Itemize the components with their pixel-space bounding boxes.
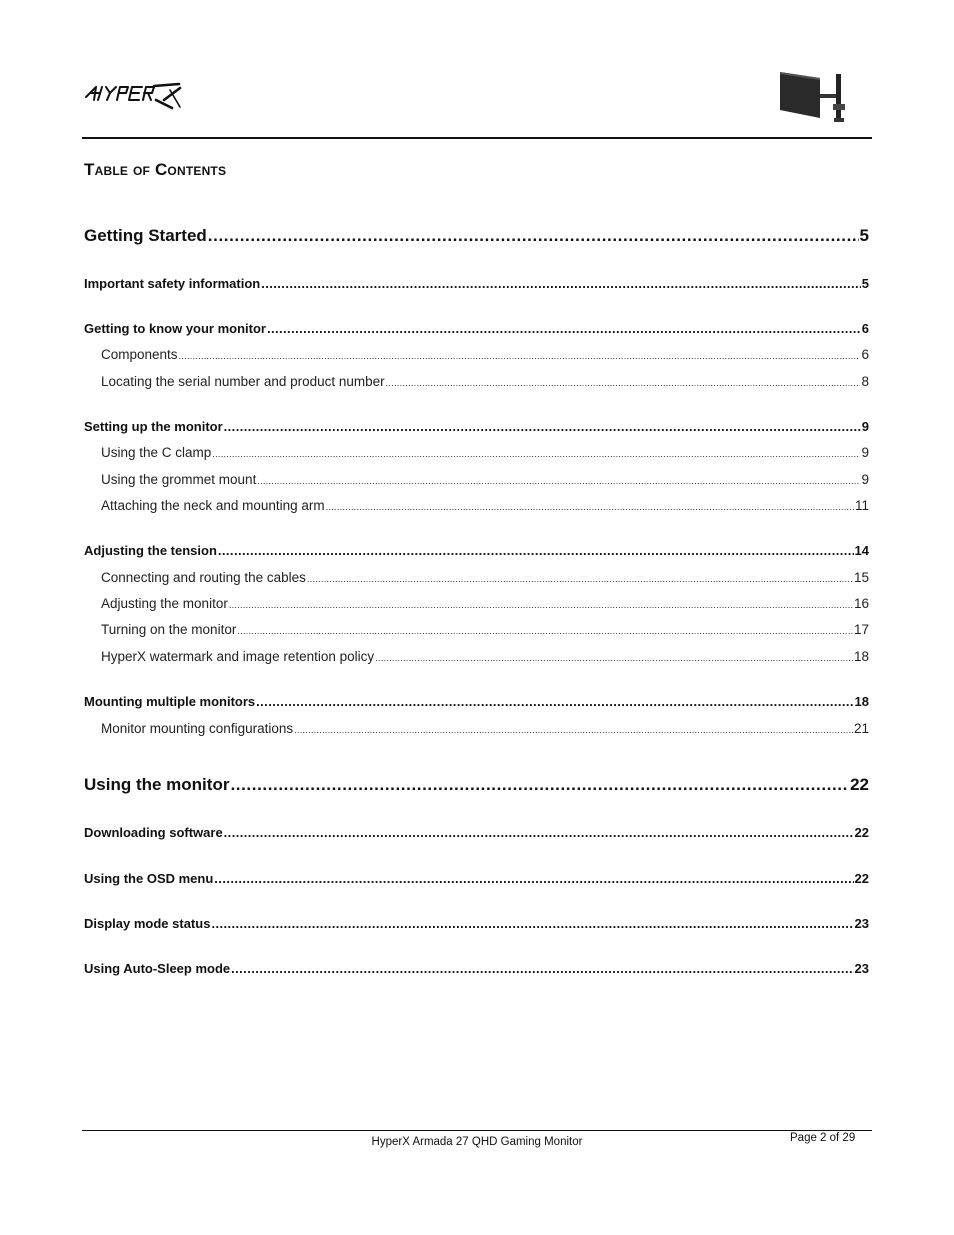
monitor-arm-illustration — [778, 70, 852, 124]
toc-subsection-row[interactable] — [84, 721, 869, 736]
toc-entry-label: Monitor mounting configurations — [101, 721, 294, 736]
toc-entry-page: 18 — [853, 649, 869, 664]
toc-leader-dots — [375, 653, 853, 663]
toc-entry-page: 5 — [859, 226, 869, 245]
toc-entry-label: Using the grommet mount — [101, 472, 257, 487]
toc-entry-page: 9 — [861, 419, 869, 434]
toc-leader-dots — [261, 276, 861, 291]
toc-subsection-row[interactable] — [84, 596, 869, 611]
toc-chapter-row[interactable] — [84, 775, 869, 795]
toc-leader-dots — [212, 449, 860, 459]
toc-leader-dots — [257, 476, 860, 486]
toc-section-row[interactable] — [84, 825, 869, 840]
toc-section-row[interactable] — [84, 276, 869, 291]
toc-section-row[interactable] — [84, 871, 869, 886]
toc-leader-dots — [256, 694, 853, 709]
toc-section-row[interactable] — [84, 916, 869, 931]
toc-entry-label: Using the C clamp — [101, 445, 212, 460]
toc-leader-dots — [211, 916, 853, 931]
toc-subsection-row[interactable] — [84, 347, 869, 362]
toc-leader-dots — [267, 321, 861, 336]
footer-page-number: Page 2 of 29 — [790, 1132, 856, 1144]
toc-entry-page: 18 — [854, 694, 869, 709]
toc-entry-page: 21 — [853, 721, 869, 736]
footer-rule — [82, 1130, 872, 1131]
toc-entry-page: 9 — [861, 445, 869, 460]
toc-entry-page: 6 — [861, 321, 869, 336]
toc-entry-label: Using the OSD menu — [84, 871, 214, 886]
toc-chapter-row[interactable] — [84, 226, 869, 246]
toc-section-row[interactable] — [84, 321, 869, 336]
toc-entry-label: Locating the serial number and product number — [101, 374, 385, 389]
toc-subsection-row[interactable] — [84, 445, 869, 460]
header-rule — [82, 137, 872, 139]
toc-entry-page: 9 — [861, 472, 869, 487]
toc-entry-page: 5 — [861, 276, 869, 291]
toc-entry-label: Getting to know your monitor — [84, 321, 266, 336]
toc-entry-page: 22 — [854, 825, 869, 840]
toc-entry-label: Using Auto-Sleep mode — [84, 961, 231, 976]
toc-entry-page: 16 — [853, 596, 869, 611]
toc-subsection-row[interactable] — [84, 472, 869, 487]
toc-leader-dots — [229, 600, 853, 610]
toc-leader-dots — [179, 351, 861, 361]
toc-entry-label: Using the monitor — [84, 775, 230, 794]
toc-section-row[interactable] — [84, 543, 869, 558]
toc-leader-dots — [231, 961, 853, 976]
toc-subsection-row[interactable] — [84, 649, 869, 664]
toc-leader-dots — [218, 543, 854, 558]
toc-title: Table of Contents — [84, 160, 227, 179]
hyperx-logo — [84, 80, 184, 112]
toc-leader-dots — [208, 226, 859, 246]
toc-leader-dots — [326, 502, 854, 512]
toc-section-row[interactable] — [84, 694, 869, 709]
toc-entry-label: Connecting and routing the cables — [101, 570, 306, 585]
toc-leader-dots — [237, 626, 853, 636]
toc-entry-page: 23 — [854, 961, 869, 976]
toc-entry-page: 23 — [854, 916, 869, 931]
toc-entry-label: Turning on the monitor — [101, 622, 237, 637]
toc-leader-dots — [214, 871, 853, 886]
toc-leader-dots — [224, 419, 861, 434]
toc-entry-page: 15 — [853, 570, 869, 585]
toc-entry-label: Components — [101, 347, 178, 362]
toc-section-row[interactable] — [84, 961, 869, 976]
toc-entry-page: 22 — [854, 871, 869, 886]
toc-entry-label: Mounting multiple monitors — [84, 694, 256, 709]
toc-entry-label: Adjusting the tension — [84, 543, 217, 558]
toc-leader-dots — [224, 825, 854, 840]
toc-entry-page: 6 — [861, 347, 869, 362]
toc-entry-label: Setting up the monitor — [84, 419, 223, 434]
toc-subsection-row[interactable] — [84, 570, 869, 585]
toc-entry-page: 11 — [854, 498, 869, 513]
toc-entry-label: Adjusting the monitor — [101, 596, 228, 611]
toc-subsection-row[interactable] — [84, 622, 869, 637]
toc-leader-dots — [307, 574, 853, 584]
toc-entry-label: Downloading software — [84, 825, 223, 840]
toc-entry-label: Display mode status — [84, 916, 211, 931]
toc-leader-dots — [230, 775, 849, 795]
toc-subsection-row[interactable] — [84, 374, 869, 389]
toc-leader-dots — [294, 725, 853, 735]
toc-leader-dots — [386, 378, 861, 388]
toc-entry-label: Attaching the neck and mounting arm — [101, 498, 325, 513]
toc-entry-page: 14 — [854, 543, 869, 558]
toc-entry-label: HyperX watermark and image retention policy — [101, 649, 375, 664]
toc-entry-page: 8 — [861, 374, 869, 389]
toc-subsection-row[interactable] — [84, 498, 869, 513]
toc-entry-label: Important safety information — [84, 276, 261, 291]
footer-document-title: HyperX Armada 27 QHD Gaming Monitor — [371, 1136, 583, 1148]
toc-entry-page: 22 — [850, 775, 869, 794]
toc-entry-page: 17 — [853, 622, 869, 637]
toc-section-row[interactable] — [84, 419, 869, 434]
toc-entry-label: Getting Started — [84, 226, 207, 245]
